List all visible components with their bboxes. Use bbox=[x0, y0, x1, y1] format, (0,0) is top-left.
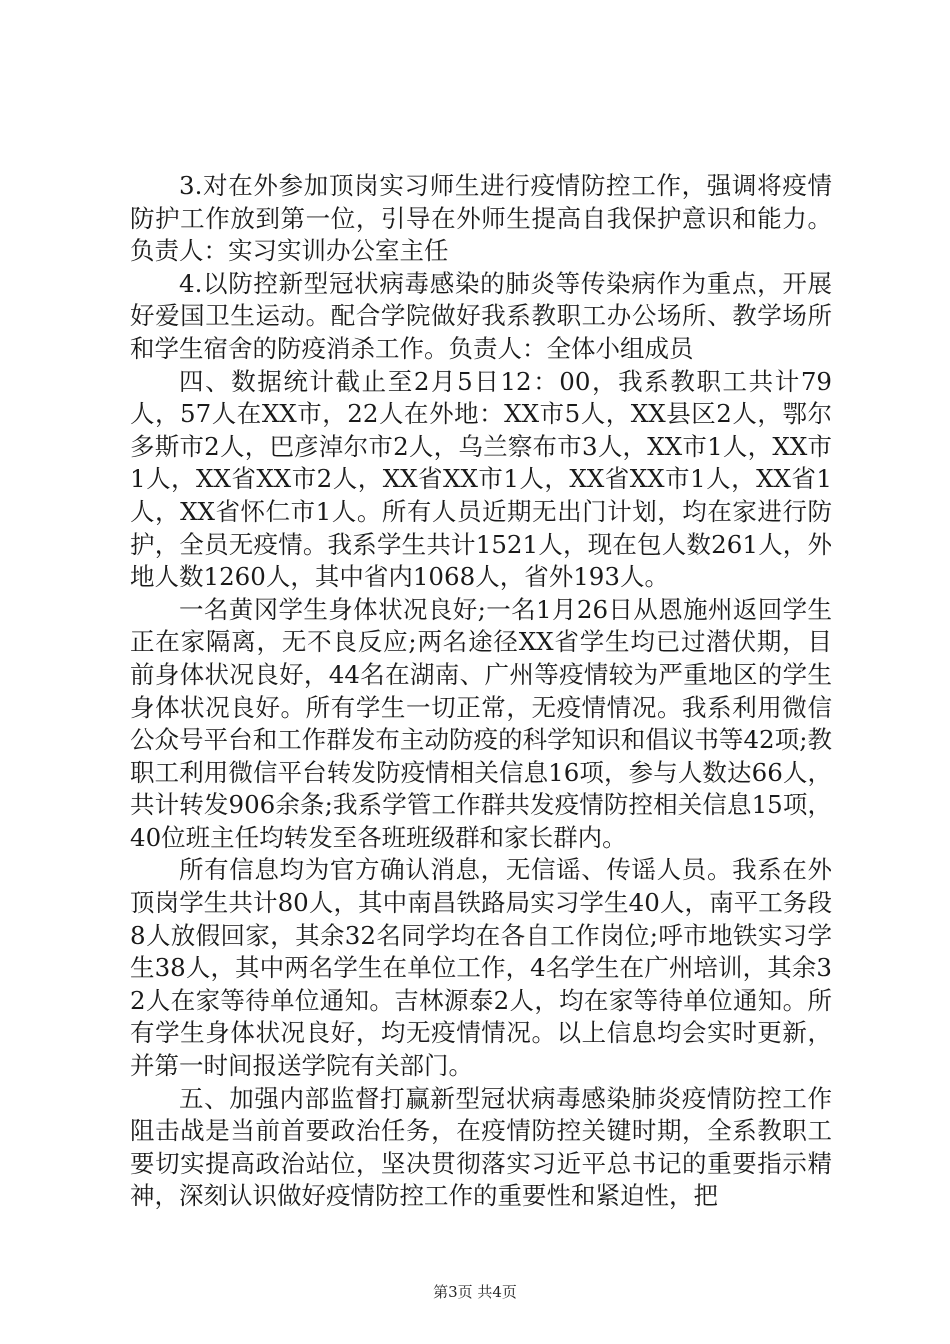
paragraph-internal-supervision: 五、加强内部监督打赢新型冠状病毒感染肺炎疫情防控工作阻击战是当前首要政治任务，在疫情防控关键时期，全系教职工要切实提高政治站位，坚决贯彻落实习近平总书记的重要指示精神，深刻认识做好疫情防控工作的重要性和紧迫性，把 bbox=[130, 1083, 832, 1211]
page-footer: 第3页 共4页 bbox=[433, 1283, 517, 1301]
paragraph-student-health: 一名黄冈学生身体状况良好;一名1月26日从恩施州返回学生正在家隔离，无不良反应;两名途径XX省学生均已过潜伏期，目前身体状况良好，44名在湖南、广州等疫情较为严重地区的学生身体状况良好。所有学生一切正常，无疫情情况。我系利用微信公众号平台和工作群发布主动防疫的科学知识和倡议书等42项;教职工利用微信平台转发防疫情相关信息16项，参与人数达66人，共计转发906余条;我系学管工作群共发疫情防控相关信息15项，40位班主任均转发至各班班级群和家长群内。 bbox=[130, 594, 832, 852]
paragraph-official-info: 所有信息均为官方确认消息，无信谣、传谣人员。我系在外顶岗学生共计80人，其中南昌铁路局实习学生40人，南平工务段8人放假回家，其余32名同学均在各自工作岗位;呼市地铁实习学生38人，其中两名学生在单位工作，4名学生在广州培训，其余32人在家等待单位通知。吉林源泰2人，均在家等待单位通知。所有学生身体状况良好，均无疫情情况。以上信息均会实时更新，并第一时间报送学院有关部门。 bbox=[130, 855, 832, 1081]
paragraph-patriotic-health: 4.以防控新型冠状病毒感染的肺炎等传染病作为重点，开展好爱国卫生运动。配合学院做好我系教职工办公场所、教学场所和学生宿舍的防疫消杀工作。负责人：全体小组成员 bbox=[130, 268, 832, 363]
paragraph-internship-epidemic: 3.对在外参加顶岗实习师生进行疫情防控工作，强调将疫情防护工作放到第一位，引导在外师生提高自我保护意识和能力。负责人：实习实训办公室主任 bbox=[130, 171, 832, 266]
paragraph-data-statistics: 四、数据统计截止至2月5日12：00，我系教职工共计79人，57人在XX市，22人在外地：XX市5人，XX县区2人，鄂尔多斯市2人，巴彦淖尔市2人，乌兰察布市3人，XX市1人，XX市1人，XX省XX市2人，XX省XX市1人，XX省XX市1人，XX省1人，XX省怀仁市1人。所有人员近期无出门计划，均在家进行防护，全员无疫情。我系学生共计1521人，现在包人数261人，外地人数1260人，其中省内1068人，省外193人。 bbox=[130, 366, 832, 592]
document-body bbox=[130, 170, 832, 1213]
